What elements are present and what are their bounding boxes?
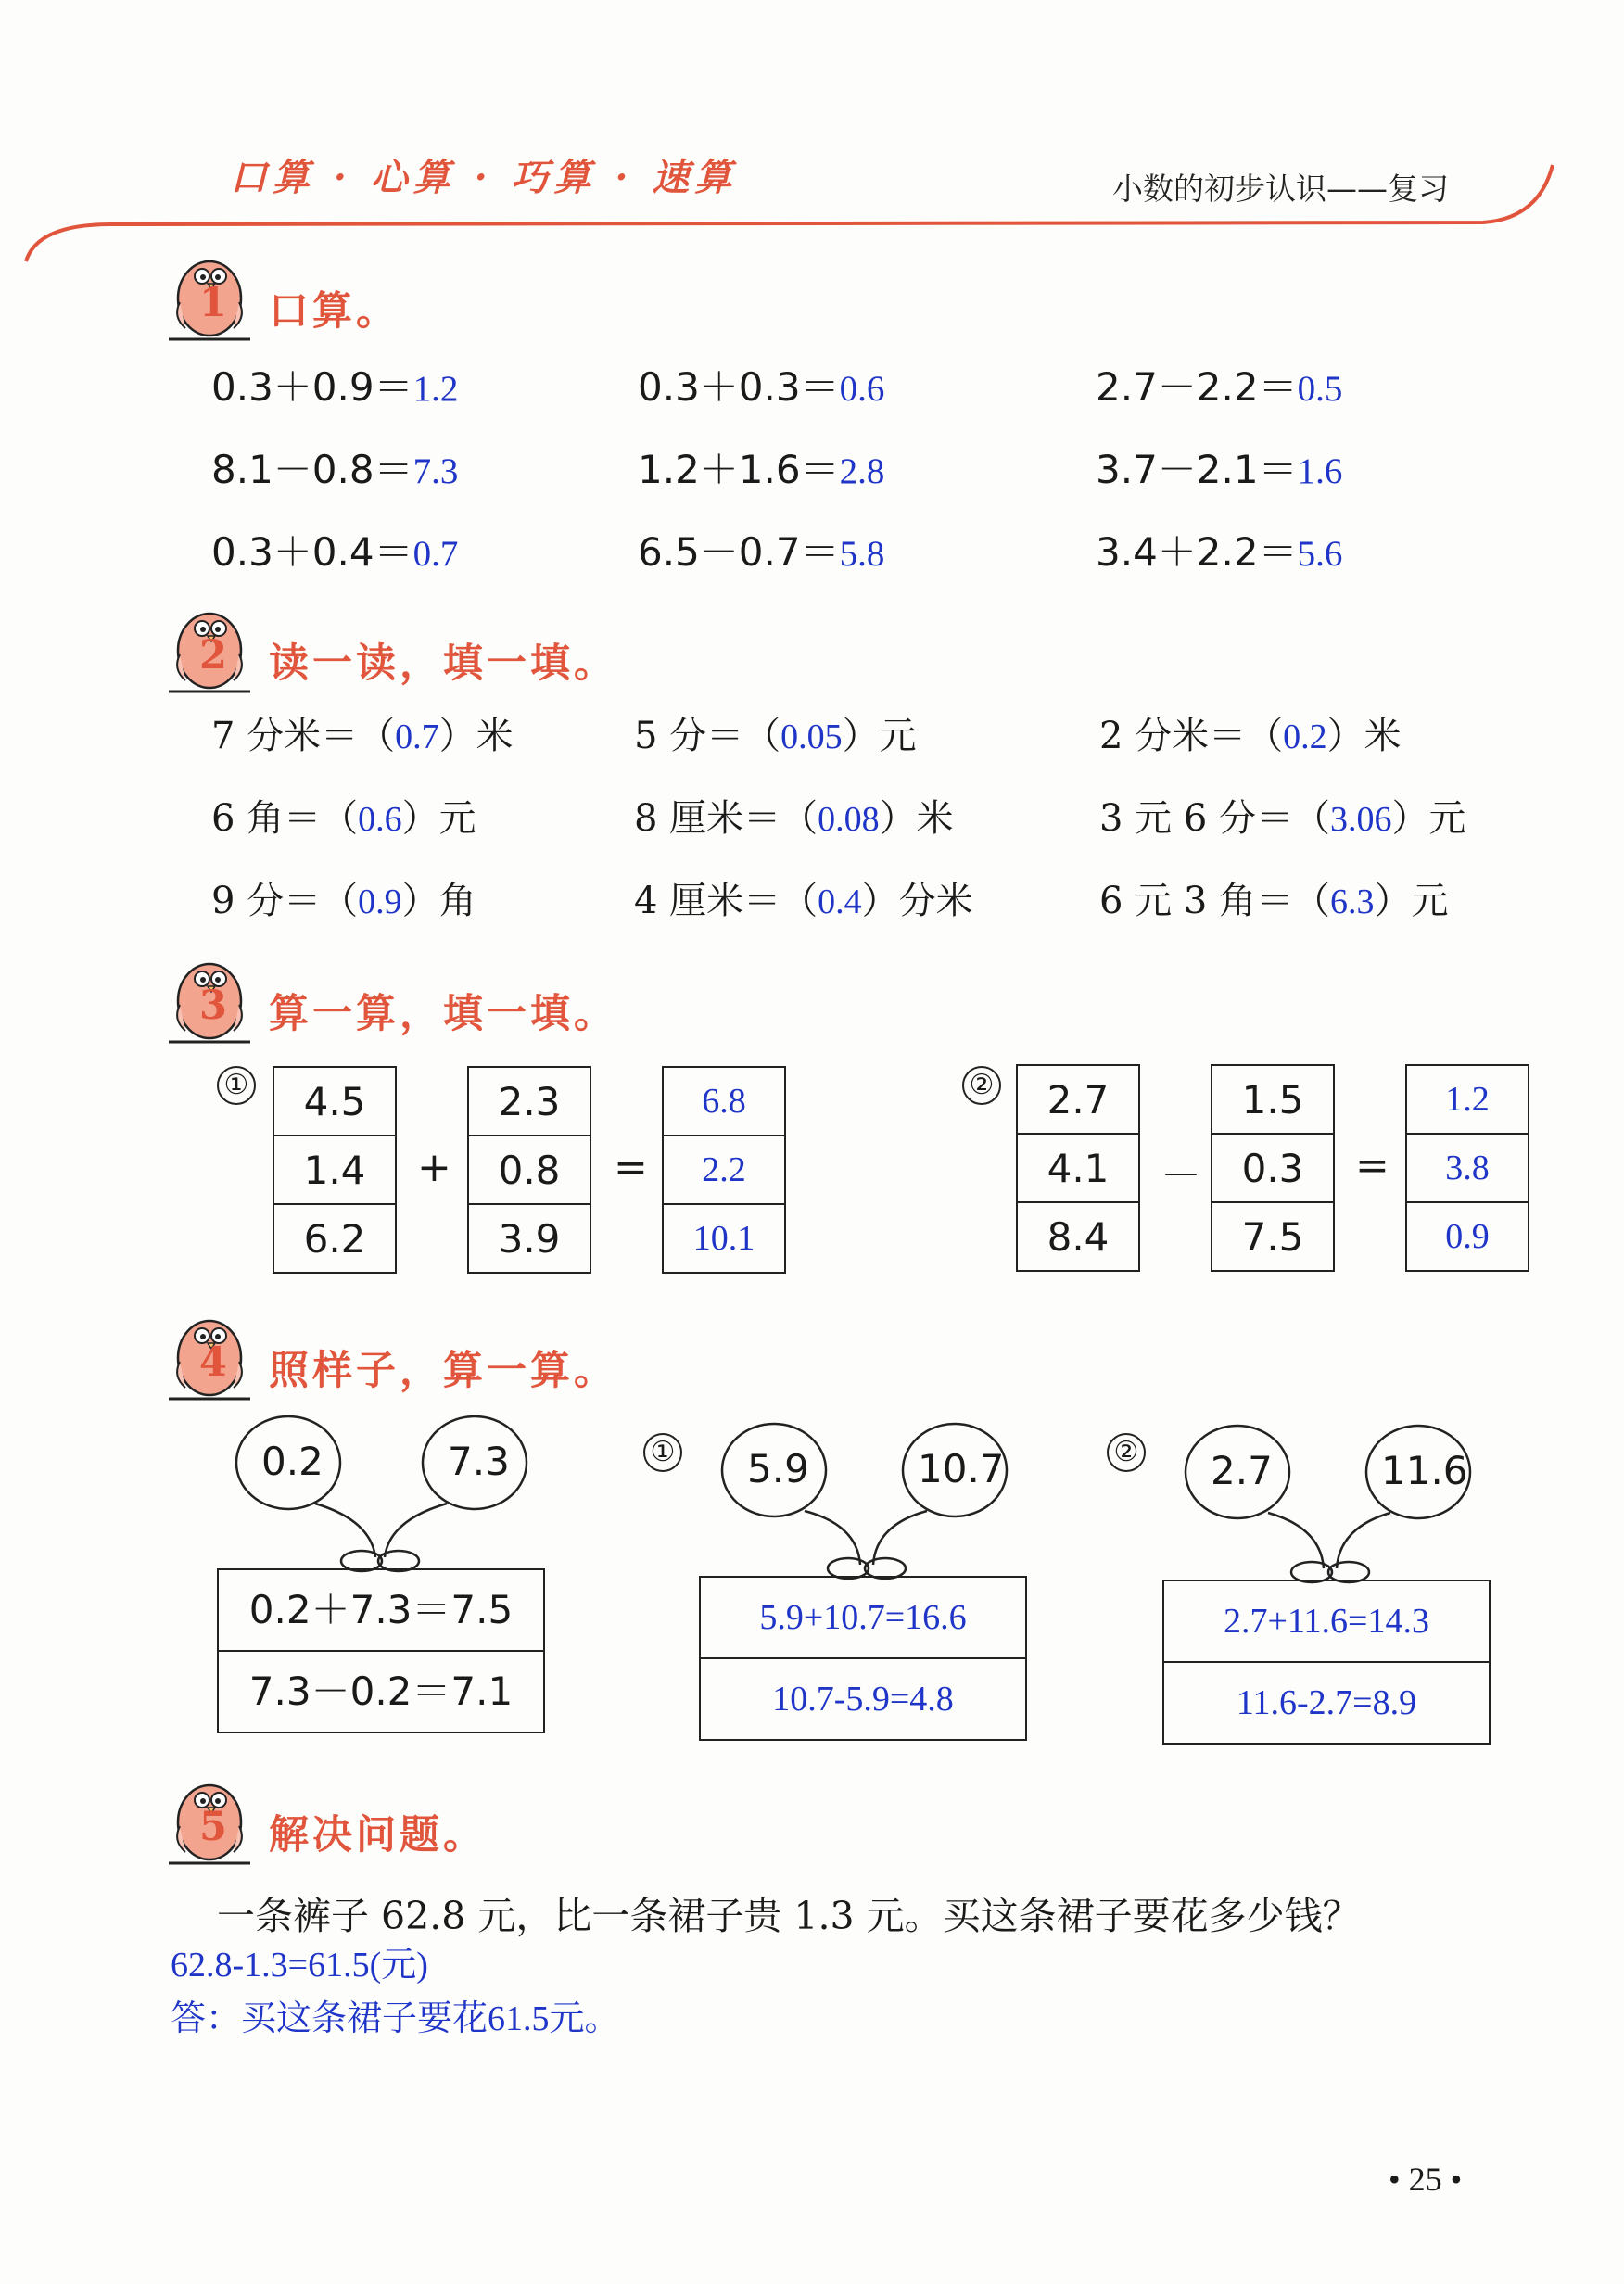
fill-item: 3 元 6 分＝（3.06）元 bbox=[1099, 797, 1466, 840]
column-a: 4.5 1.4 6.2 bbox=[273, 1066, 397, 1274]
column-result: 1.2 3.8 0.9 bbox=[1405, 1064, 1529, 1272]
word-problem: 一条裤子 62.8 元，比一条裙子贵 1.3 元。买这条裙子要花多少钱？ bbox=[217, 1894, 1361, 1938]
balloon-right-value: 11.6 bbox=[1381, 1448, 1468, 1493]
section-4-number: 4 bbox=[199, 1339, 231, 1386]
section-1-title: 口算。 bbox=[269, 288, 400, 335]
problem-label: ① bbox=[643, 1433, 682, 1472]
header-curve bbox=[0, 0, 1624, 278]
calc-item: 1.2＋1.6＝2.8 bbox=[638, 447, 885, 492]
section-3-title: 算一算，填一填。 bbox=[269, 991, 617, 1037]
answer-box bbox=[699, 1576, 1027, 1741]
fill-item: 4 厘米＝（0.4）分米 bbox=[634, 880, 973, 922]
header-left-title: 口算 · 心算 · 巧算 · 速算 bbox=[230, 156, 738, 199]
column-result: 6.8 2.2 10.1 bbox=[662, 1066, 786, 1274]
example-box bbox=[217, 1568, 545, 1733]
balloon-left-value: 0.2 bbox=[261, 1439, 324, 1484]
fill-item: 8 厘米＝（0.08）米 bbox=[634, 797, 954, 840]
column-a: 2.7 4.1 8.4 bbox=[1016, 1064, 1140, 1272]
section-3-number: 3 bbox=[199, 983, 231, 1029]
fill-item: 9 分＝（0.9）角 bbox=[211, 880, 476, 922]
calc-item: 0.3＋0.9＝1.2 bbox=[211, 364, 459, 410]
minus-operator: － bbox=[1161, 1152, 1201, 1199]
answer-line: 10.7-5.9=4.8 bbox=[701, 1657, 1025, 1739]
fill-item: 6 元 3 角＝（6.3）元 bbox=[1099, 880, 1449, 922]
calc-item: 3.7－2.1＝1.6 bbox=[1096, 447, 1343, 492]
calc-item: 2.7－2.2＝0.5 bbox=[1096, 364, 1343, 410]
answer-line: 5.9+10.7=16.6 bbox=[759, 1598, 967, 1637]
calc-item: 0.3＋0.3＝0.6 bbox=[638, 364, 885, 410]
section-2-title: 读一读，填一填。 bbox=[269, 641, 617, 687]
answer-line: 2.7+11.6=14.3 bbox=[1224, 1602, 1429, 1641]
column-b: 1.5 0.3 7.5 bbox=[1211, 1064, 1335, 1272]
calc-item: 3.4＋2.2＝5.6 bbox=[1096, 529, 1343, 575]
header-right-title: 小数的初步认识——复习 bbox=[1112, 171, 1449, 207]
balloon-right-value: 10.7 bbox=[918, 1446, 1005, 1491]
group-label: ① bbox=[217, 1066, 256, 1105]
section-2-number: 2 bbox=[199, 632, 231, 679]
fill-item: 2 分米＝（0.2）米 bbox=[1099, 715, 1402, 757]
equals-operator: = bbox=[1355, 1142, 1389, 1189]
answer-box bbox=[1162, 1580, 1491, 1745]
answer-line: 11.6-2.7=8.9 bbox=[1164, 1661, 1489, 1743]
fill-item: 5 分＝（0.05）元 bbox=[634, 715, 917, 757]
balloon-right-value: 7.3 bbox=[448, 1439, 510, 1484]
section-1-number: 1 bbox=[199, 280, 231, 326]
section-5-number: 5 bbox=[199, 1804, 231, 1850]
calc-item: 8.1－0.8＝7.3 bbox=[211, 447, 459, 492]
group-label: ② bbox=[962, 1066, 1001, 1105]
example-line: 7.3－0.2＝7.1 bbox=[219, 1650, 543, 1732]
section-5-title: 解决问题。 bbox=[269, 1812, 487, 1859]
plus-operator: + bbox=[417, 1144, 451, 1191]
balloon-strings bbox=[0, 1409, 1624, 1594]
solution-equation: 62.8-1.3=61.5(元) bbox=[171, 1946, 428, 1985]
solution-answer: 答：买这条裙子要花61.5元。 bbox=[171, 1999, 620, 2038]
page-number: • 25 • bbox=[1389, 2161, 1463, 2198]
equals-operator: = bbox=[614, 1144, 648, 1191]
balloon-left-value: 2.7 bbox=[1211, 1448, 1273, 1493]
balloon-left-value: 5.9 bbox=[747, 1446, 809, 1491]
problem-label: ② bbox=[1107, 1433, 1146, 1472]
example-line: 0.2＋7.3＝7.5 bbox=[248, 1587, 514, 1632]
section-4-title: 照样子，算一算。 bbox=[269, 1348, 617, 1394]
column-b: 2.3 0.8 3.9 bbox=[467, 1066, 591, 1274]
calc-item: 0.3＋0.4＝0.7 bbox=[211, 529, 459, 575]
fill-item: 7 分米＝（0.7）米 bbox=[211, 715, 514, 757]
fill-item: 6 角＝（0.6）元 bbox=[211, 797, 476, 840]
calc-item: 6.5－0.7＝5.8 bbox=[638, 529, 885, 575]
